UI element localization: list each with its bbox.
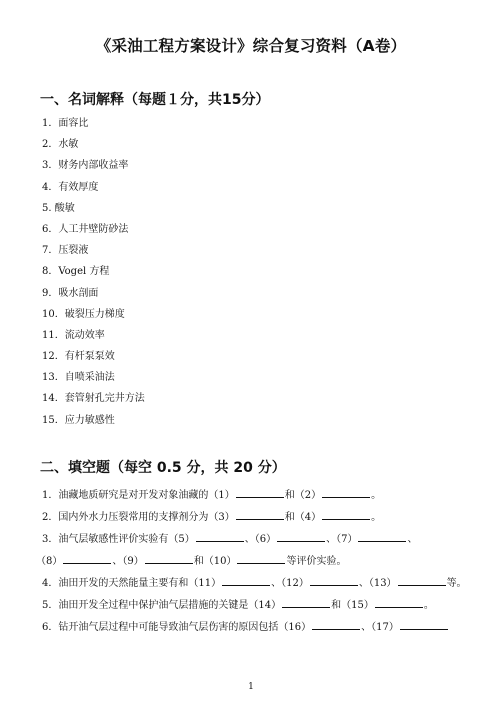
list-item: 9．吸水剖面 [42, 287, 99, 299]
answer-blank[interactable] [63, 553, 111, 564]
question-3 [42, 531, 482, 553]
list-item: 1．面容比 [42, 118, 89, 129]
question-text: 、（12） [271, 578, 309, 589]
answer-blank[interactable] [400, 619, 448, 630]
list-item: 15．应力敏感性 [42, 414, 115, 426]
page-number: 1 [248, 682, 254, 692]
question-text: 、（7） [326, 534, 358, 545]
question-text: 6．钻开油气层过程中可能导致油气层伤害的原因包括（16） [42, 622, 312, 633]
question-6 [42, 619, 482, 641]
question-text: 5．油田开发全过程中保护油气层措施的关键是（14） [42, 600, 282, 611]
answer-blank[interactable] [277, 531, 325, 542]
answer-blank[interactable] [282, 597, 330, 608]
answer-blank[interactable] [322, 487, 370, 498]
answer-blank[interactable] [145, 553, 193, 564]
question-text: 2．国内外水力压裂常用的支撑剂分为（3） [42, 512, 235, 523]
question-text: 等评价实验。 [286, 556, 347, 567]
answer-blank[interactable] [237, 553, 285, 564]
list-item: 3．财务内部收益率 [42, 160, 129, 172]
question-text: 。 [371, 490, 382, 501]
question-text: 和（2） [284, 490, 322, 501]
question-text: 和（10） [193, 556, 237, 567]
question-text: 4．油田开发的天然能量主要有和（11） [42, 578, 222, 589]
fill-in-list [36, 487, 482, 641]
question-text: 。 [371, 512, 382, 523]
answer-blank[interactable] [358, 531, 406, 542]
question-text: 、（6） [244, 534, 277, 545]
question-text: 、 [407, 534, 418, 545]
definitions-list [42, 117, 145, 435]
question-text: 和（4） [284, 512, 322, 523]
list-item: 7．压裂液 [42, 245, 89, 257]
section-heading-fill-in: 二、填空题（每空 0.5 分，共 20 分） [40, 460, 286, 476]
answer-blank[interactable] [222, 575, 270, 586]
section-heading-definitions: 一、名词解释（每题１分，共15分） [40, 92, 270, 108]
list-item: 4．有效厚度 [42, 181, 99, 193]
question-text: 等。 [446, 578, 467, 589]
question-text: 3．油气层敏感性评价实验有（5） [42, 534, 195, 545]
question-3-continued [36, 553, 482, 575]
answer-blank[interactable] [398, 575, 446, 586]
answer-blank[interactable] [322, 509, 370, 520]
list-item: 11．流动效率 [42, 329, 105, 341]
list-item: 13．自喷采油法 [42, 372, 115, 384]
list-item: 5. 酸敏 [42, 202, 75, 214]
question-text: （8） [36, 556, 63, 567]
answer-blank[interactable] [236, 487, 284, 498]
list-item: 6．人工井壁防砂法 [42, 223, 129, 235]
list-item: 8．Vogel 方程 [42, 266, 110, 278]
question-text: 。 [423, 600, 434, 611]
question-2 [42, 509, 482, 531]
answer-blank[interactable] [312, 619, 360, 630]
question-text: 、（17） [361, 622, 399, 633]
document-title: 《采油工程方案设计》综合复习资料（A卷） [95, 37, 407, 55]
list-item: 10．破裂压力梯度 [42, 308, 125, 320]
list-item: 2．水敏 [42, 139, 79, 151]
question-text: 和（15） [331, 600, 374, 611]
question-4 [42, 575, 482, 597]
question-text: 、（13） [358, 578, 397, 589]
question-text: 、（9） [112, 556, 144, 567]
list-item: 14．套管射孔完井方法 [42, 393, 145, 405]
question-1 [42, 487, 482, 509]
question-5 [42, 597, 482, 619]
list-item: 12．有杆泵泵效 [42, 351, 115, 363]
answer-blank[interactable] [236, 509, 284, 520]
answer-blank[interactable] [196, 531, 244, 542]
answer-blank[interactable] [310, 575, 358, 586]
question-text: 1．油藏地质研究是对开发对象油藏的（1） [42, 490, 235, 501]
answer-blank[interactable] [375, 597, 423, 608]
